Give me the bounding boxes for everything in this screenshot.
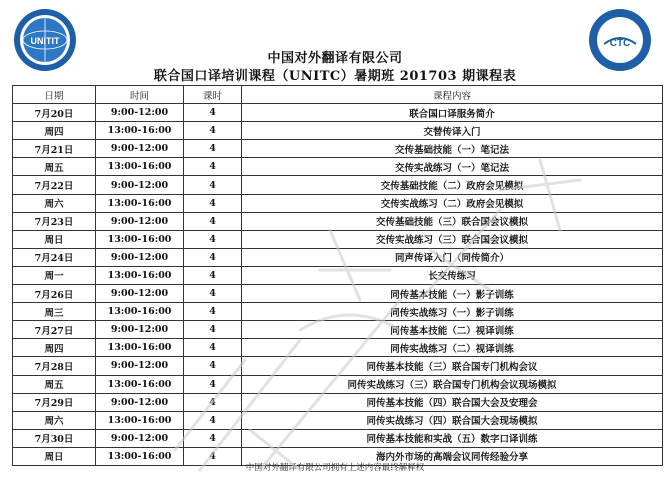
table-row bbox=[13, 393, 663, 411]
content-cell: 同传基本技能和实战（五）数字口译训练 bbox=[242, 429, 663, 447]
content-cell: 交替传译入门 bbox=[242, 122, 663, 140]
content-cell: 同声传译入门（同传简介） bbox=[242, 248, 663, 266]
time-cell: 9:00-12:00 bbox=[96, 429, 184, 447]
column-header-hours: 课时 bbox=[184, 86, 242, 104]
date-cell: 7月30日 bbox=[13, 429, 96, 447]
table-row bbox=[13, 357, 663, 375]
table-row bbox=[13, 303, 663, 321]
hours-cell: 4 bbox=[184, 393, 242, 411]
time-cell: 13:00-16:00 bbox=[96, 303, 184, 321]
date-cell: 周五 bbox=[13, 375, 96, 393]
untit-logo-text: UNITIT bbox=[30, 36, 60, 46]
date-cell: 7月24日 bbox=[13, 248, 96, 266]
content-cell: 交传基础技能（三）联合国会议模拟 bbox=[242, 212, 663, 230]
hours-cell: 4 bbox=[184, 194, 242, 212]
time-cell: 13:00-16:00 bbox=[96, 266, 184, 284]
table-row bbox=[13, 122, 663, 140]
content-cell: 交传实战练习（一）笔记法 bbox=[242, 158, 663, 176]
content-cell: 同传实战练习（四）联合国大会现场模拟 bbox=[242, 411, 663, 429]
company-name: 中国对外翻译有限公司 bbox=[267, 51, 403, 66]
hours-cell: 4 bbox=[184, 411, 242, 429]
schedule-table bbox=[12, 85, 663, 466]
hours-cell: 4 bbox=[184, 303, 242, 321]
hours-cell: 4 bbox=[184, 158, 242, 176]
date-cell: 周日 bbox=[13, 447, 96, 465]
time-cell: 9:00-12:00 bbox=[96, 248, 184, 266]
content-cell: 同传基本技能（二）视译训练 bbox=[242, 321, 663, 339]
date-cell: 周五 bbox=[13, 158, 96, 176]
table-row bbox=[13, 176, 663, 194]
content-cell: 海内外市场的高端会议同传经验分享 bbox=[242, 447, 663, 465]
time-cell: 13:00-16:00 bbox=[96, 447, 184, 465]
column-header-time: 时间 bbox=[96, 86, 184, 104]
content-cell: 长交传练习 bbox=[242, 266, 663, 284]
hours-cell: 4 bbox=[184, 375, 242, 393]
table-row bbox=[13, 194, 663, 212]
table-row bbox=[13, 230, 663, 248]
time-cell: 13:00-16:00 bbox=[96, 122, 184, 140]
table-row bbox=[13, 339, 663, 357]
time-cell: 9:00-12:00 bbox=[96, 104, 184, 122]
date-cell: 7月23日 bbox=[13, 212, 96, 230]
footer-note: 中国对外翻译有限公司拥有上述内容最终解释权 bbox=[245, 463, 425, 473]
ctc-logo-text: CTC bbox=[609, 38, 631, 49]
time-cell: 13:00-16:00 bbox=[96, 194, 184, 212]
time-cell: 13:00-16:00 bbox=[96, 230, 184, 248]
content-cell: 同传基本技能（一）影子训练 bbox=[242, 285, 663, 303]
content-cell: 交传基础技能（二）政府会见模拟 bbox=[242, 176, 663, 194]
hours-cell: 4 bbox=[184, 140, 242, 158]
date-cell: 7月26日 bbox=[13, 285, 96, 303]
time-cell: 9:00-12:00 bbox=[96, 357, 184, 375]
table-row bbox=[13, 266, 663, 284]
content-cell: 交传实战练习（二）政府会见模拟 bbox=[242, 194, 663, 212]
date-cell: 7月21日 bbox=[13, 140, 96, 158]
table-row bbox=[13, 321, 663, 339]
time-cell: 9:00-12:00 bbox=[96, 212, 184, 230]
date-cell: 7月27日 bbox=[13, 321, 96, 339]
content-cell: 同传实战练习（二）视译训练 bbox=[242, 339, 663, 357]
hours-cell: 4 bbox=[184, 104, 242, 122]
column-header-content: 课程内容 bbox=[242, 86, 663, 104]
content-cell: 同传实战练习（三）联合国专门机构会议现场模拟 bbox=[242, 375, 663, 393]
table-row bbox=[13, 158, 663, 176]
course-title: 联合国口译培训课程（UNITC）暑期班 201703 期课程表 bbox=[153, 69, 517, 84]
time-cell: 13:00-16:00 bbox=[96, 339, 184, 357]
date-cell: 周四 bbox=[13, 122, 96, 140]
table-row bbox=[13, 212, 663, 230]
time-cell: 13:00-16:00 bbox=[96, 411, 184, 429]
table-row bbox=[13, 429, 663, 447]
hours-cell: 4 bbox=[184, 285, 242, 303]
date-cell: 周六 bbox=[13, 411, 96, 429]
time-cell: 9:00-12:00 bbox=[96, 176, 184, 194]
date-cell: 周六 bbox=[13, 194, 96, 212]
time-cell: 13:00-16:00 bbox=[96, 158, 184, 176]
content-cell: 交传实战练习（三）联合国会议模拟 bbox=[242, 230, 663, 248]
content-cell: 交传基础技能（一）笔记法 bbox=[242, 140, 663, 158]
table-header-row bbox=[13, 86, 663, 104]
table-row bbox=[13, 411, 663, 429]
hours-cell: 4 bbox=[184, 122, 242, 140]
table-row bbox=[13, 248, 663, 266]
hours-cell: 4 bbox=[184, 429, 242, 447]
hours-cell: 4 bbox=[184, 248, 242, 266]
time-cell: 9:00-12:00 bbox=[96, 393, 184, 411]
hours-cell: 4 bbox=[184, 321, 242, 339]
time-cell: 13:00-16:00 bbox=[96, 375, 184, 393]
hours-cell: 4 bbox=[184, 357, 242, 375]
date-cell: 周三 bbox=[13, 303, 96, 321]
date-cell: 7月28日 bbox=[13, 357, 96, 375]
hours-cell: 4 bbox=[184, 230, 242, 248]
date-cell: 周日 bbox=[13, 230, 96, 248]
hours-cell: 4 bbox=[184, 176, 242, 194]
content-cell: 联合国口译服务简介 bbox=[242, 104, 663, 122]
table-row bbox=[13, 285, 663, 303]
time-cell: 9:00-12:00 bbox=[96, 285, 184, 303]
hours-cell: 4 bbox=[184, 266, 242, 284]
date-cell: 周四 bbox=[13, 339, 96, 357]
table-row bbox=[13, 375, 663, 393]
date-cell: 7月20日 bbox=[13, 104, 96, 122]
hours-cell: 4 bbox=[184, 212, 242, 230]
content-cell: 同传基本技能（三）联合国专门机构会议 bbox=[242, 357, 663, 375]
content-cell: 同传基本技能（四）联合国大会及安理会 bbox=[242, 393, 663, 411]
date-cell: 7月29日 bbox=[13, 393, 96, 411]
content-cell: 同传实战练习（一）影子训练 bbox=[242, 303, 663, 321]
table-row bbox=[13, 104, 663, 122]
hours-cell: 4 bbox=[184, 447, 242, 465]
table-row bbox=[13, 140, 663, 158]
date-cell: 7月22日 bbox=[13, 176, 96, 194]
date-cell: 周一 bbox=[13, 266, 96, 284]
hours-cell: 4 bbox=[184, 339, 242, 357]
time-cell: 9:00-12:00 bbox=[96, 140, 184, 158]
time-cell: 9:00-12:00 bbox=[96, 321, 184, 339]
column-header-date: 日期 bbox=[13, 86, 96, 104]
